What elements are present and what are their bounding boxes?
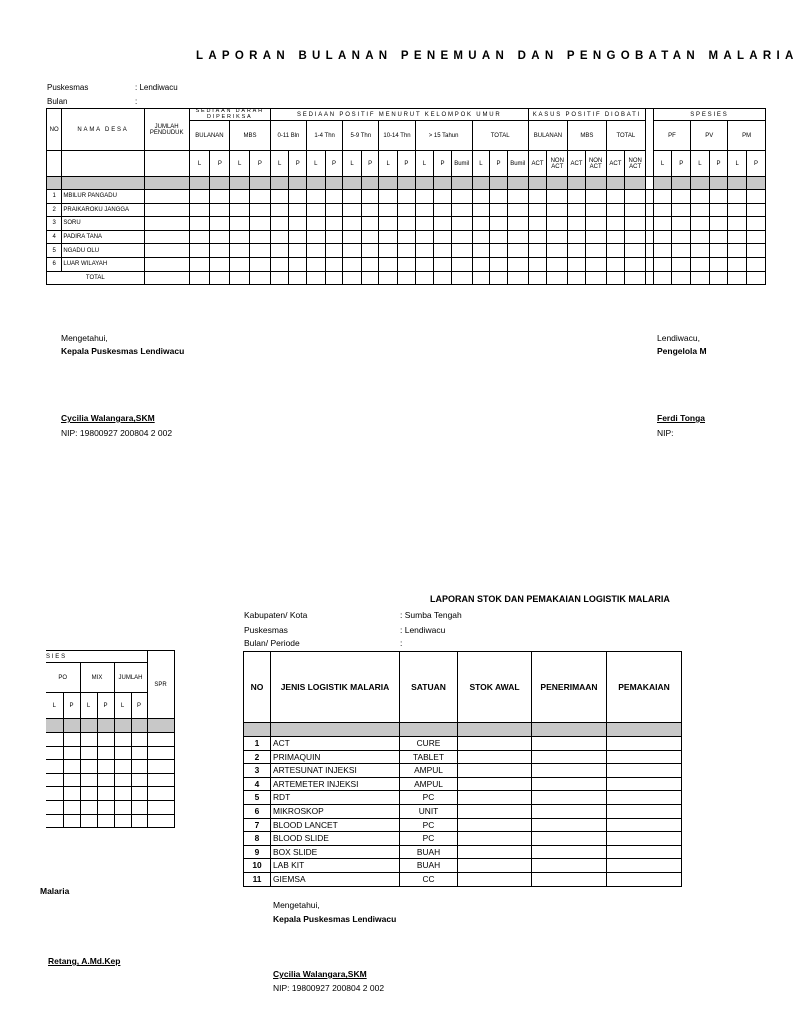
desa-name: SORU bbox=[62, 217, 144, 231]
puskesmas-value: : Lendiwacu bbox=[135, 83, 178, 92]
logistik-row bbox=[244, 804, 682, 818]
sub-p: P bbox=[289, 151, 307, 177]
sub-p: P bbox=[325, 151, 343, 177]
logistik-satuan: AMPUL bbox=[400, 777, 458, 791]
r2-col-pemakaian: PEMAKAIAN bbox=[607, 652, 682, 723]
r2-gray-row bbox=[244, 723, 682, 737]
species-spr: SPR bbox=[147, 651, 174, 719]
desa-row bbox=[47, 217, 766, 231]
logistik-jenis: ACT bbox=[271, 737, 400, 751]
col-age-total: TOTAL bbox=[472, 121, 528, 151]
r1-sig-left-nip: NIP: 19800927 200804 2 002 bbox=[61, 428, 173, 438]
species-sig-name: Retang, A.Md.Kep bbox=[48, 956, 121, 966]
logistik-satuan: CURE bbox=[400, 737, 458, 751]
desa-row bbox=[47, 203, 766, 217]
r1-gray-row bbox=[47, 177, 766, 190]
species-sig-title: Malaria bbox=[40, 886, 70, 896]
species-jumlah: JUMLAH bbox=[114, 663, 147, 693]
desa-name: LUAR WILAYAH bbox=[62, 257, 144, 271]
logistik-satuan: CC bbox=[400, 872, 458, 886]
col-pm: PM bbox=[728, 121, 766, 151]
col-sediaan-darah: SEDIAAN DARAH DIPERIKSA bbox=[189, 109, 270, 121]
col-age-10-14: 10-14 Thn bbox=[379, 121, 415, 151]
sub-l: L bbox=[653, 151, 672, 177]
puskesmas-label: Puskesmas bbox=[47, 83, 89, 92]
r1-sig-left-jabatan: Kepala Puskesmas Lendiwacu bbox=[61, 346, 185, 356]
logistik-jenis: MIKROSKOP bbox=[271, 804, 400, 818]
species-row bbox=[46, 787, 174, 801]
sub-act: ACT bbox=[606, 151, 625, 177]
logistik-jenis: PRIMAQUIN bbox=[271, 750, 400, 764]
col-kasus-bulanan: BULANAN bbox=[528, 121, 567, 151]
report1-table-wrap bbox=[46, 108, 758, 290]
logistik-no: 6 bbox=[244, 804, 271, 818]
sub-l: L bbox=[472, 151, 490, 177]
sub-p: P bbox=[434, 151, 452, 177]
species-gray-row bbox=[46, 719, 174, 733]
kabupaten-label: Kabupaten/ Kota bbox=[244, 610, 308, 620]
species-row bbox=[46, 733, 174, 747]
species-row bbox=[46, 800, 174, 814]
desa-no: 4 bbox=[47, 230, 62, 244]
r2-col-stok-awal: STOK AWAL bbox=[458, 652, 532, 723]
sub-l: L bbox=[691, 151, 710, 177]
r1-sig-right-tempat: Lendiwacu, bbox=[657, 333, 701, 343]
r2-sig-nama: Cycilia Walangara,SKM bbox=[273, 969, 367, 979]
bulan-label: Bulan bbox=[47, 97, 68, 106]
col-nama-desa: NAMA DESA bbox=[62, 109, 144, 151]
sub-l: L bbox=[728, 151, 747, 177]
logistik-no: 7 bbox=[244, 818, 271, 832]
species-row bbox=[46, 746, 174, 760]
r2-col-penerimaan: PENERIMAAN bbox=[532, 652, 607, 723]
r1-sig-right-nip: NIP: bbox=[657, 428, 674, 438]
species-sub-p: P bbox=[63, 693, 80, 719]
sub-p: P bbox=[249, 151, 270, 177]
species-fragment-wrap bbox=[46, 650, 174, 832]
logistik-jenis: BOX SLIDE bbox=[271, 845, 400, 859]
col-sediaan-positif: SEDIAAN POSITIF MENURUT KELOMPOK UMUR bbox=[270, 109, 528, 121]
logistik-no: 9 bbox=[244, 845, 271, 859]
sub-act: ACT bbox=[568, 151, 586, 177]
sub-non-act: NON ACT bbox=[625, 151, 646, 177]
logistik-row bbox=[244, 764, 682, 778]
r2-sig-mengetahui: Mengetahui, bbox=[273, 900, 320, 910]
species-sub-l: L bbox=[46, 693, 63, 719]
logistik-satuan: BUAH bbox=[400, 845, 458, 859]
col-darah-bulanan: BULANAN bbox=[189, 121, 230, 151]
sub-l: L bbox=[307, 151, 326, 177]
r2-sig-jabatan: Kepala Puskesmas Lendiwacu bbox=[273, 914, 397, 924]
desa-name: NGADU OLU bbox=[62, 244, 144, 258]
logistik-satuan: PC bbox=[400, 832, 458, 846]
species-sub-p: P bbox=[131, 693, 147, 719]
logistik-row bbox=[244, 872, 682, 886]
sub-bumil: Bumil bbox=[507, 151, 528, 177]
logistik-no: 1 bbox=[244, 737, 271, 751]
sub-l: L bbox=[379, 151, 398, 177]
sub-p: P bbox=[746, 151, 765, 177]
logistik-row bbox=[244, 832, 682, 846]
logistik-satuan: BUAH bbox=[400, 859, 458, 873]
r2-col-jenis: JENIS LOGISTIK MALARIA bbox=[271, 652, 400, 723]
report2-table bbox=[243, 651, 682, 887]
logistik-no: 3 bbox=[244, 764, 271, 778]
species-row bbox=[46, 773, 174, 787]
logistik-satuan: PC bbox=[400, 791, 458, 805]
species-header: SIES bbox=[46, 651, 147, 663]
sub-p: P bbox=[672, 151, 691, 177]
species-sub-l: L bbox=[80, 693, 97, 719]
desa-name: PADIRA TANA bbox=[62, 230, 144, 244]
logistik-satuan: TABLET bbox=[400, 750, 458, 764]
sub-p: P bbox=[709, 151, 728, 177]
col-kasus-positif: KASUS POSITIF DIOBATI bbox=[528, 109, 645, 121]
r2-col-satuan: SATUAN bbox=[400, 652, 458, 723]
total-label: TOTAL bbox=[47, 271, 145, 285]
logistik-row bbox=[244, 818, 682, 832]
r1-sig-right-nama: Ferdi Tonga bbox=[657, 413, 706, 423]
species-sub-l: L bbox=[114, 693, 131, 719]
logistik-row bbox=[244, 845, 682, 859]
col-darah-mbs: MBS bbox=[230, 121, 271, 151]
r2-puskesmas-value: : Lendiwacu bbox=[400, 625, 446, 635]
r1-sig-right-jabatan: Pengelola M bbox=[657, 346, 707, 356]
r1-sig-left-mengetahui: Mengetahui, bbox=[61, 333, 108, 343]
sub-p: P bbox=[361, 151, 379, 177]
species-po: PO bbox=[46, 663, 80, 693]
report1-table bbox=[46, 108, 766, 285]
col-age-0-11: 0-11 Bln bbox=[270, 121, 306, 151]
r2-col-no: NO bbox=[244, 652, 271, 723]
desa-name: PRAIKAROKU JANGGA bbox=[62, 203, 144, 217]
sub-p: P bbox=[490, 151, 508, 177]
logistik-satuan: PC bbox=[400, 818, 458, 832]
col-spesies: SPESIES bbox=[653, 109, 765, 121]
col-jumlah-penduduk: JUMLAH PENDUDUK bbox=[144, 109, 189, 151]
logistik-jenis: RDT bbox=[271, 791, 400, 805]
r1-sig-left-nama: Cycilia Walangara,SKM bbox=[61, 413, 155, 423]
desa-row bbox=[47, 244, 766, 258]
logistik-row bbox=[244, 777, 682, 791]
sub-non-act: NON ACT bbox=[547, 151, 568, 177]
kabupaten-value: : Sumba Tengah bbox=[400, 610, 462, 620]
report2-title: LAPORAN STOK DAN PEMAKAIAN LOGISTIK MALARIA bbox=[430, 594, 670, 604]
col-kasus-total: TOTAL bbox=[606, 121, 646, 151]
col-pf: PF bbox=[653, 121, 690, 151]
species-sub-p: P bbox=[97, 693, 114, 719]
logistik-row bbox=[244, 737, 682, 751]
col-age-5-9: 5-9 Thn bbox=[343, 121, 379, 151]
sub-p: P bbox=[398, 151, 416, 177]
logistik-no: 11 bbox=[244, 872, 271, 886]
species-mix: MIX bbox=[80, 663, 114, 693]
report1-title: LAPORAN BULANAN PENEMUAN DAN PENGOBATAN MALARIA bbox=[196, 50, 799, 62]
sub-p: P bbox=[210, 151, 230, 177]
sub-l: L bbox=[343, 151, 362, 177]
logistik-satuan: UNIT bbox=[400, 804, 458, 818]
periode-label: Bulan/ Periode bbox=[244, 638, 300, 648]
col-no: NO bbox=[47, 109, 62, 151]
logistik-no: 5 bbox=[244, 791, 271, 805]
logistik-satuan: AMPUL bbox=[400, 764, 458, 778]
desa-no: 6 bbox=[47, 257, 62, 271]
sub-l: L bbox=[270, 151, 289, 177]
logistik-jenis: LAB KIT bbox=[271, 859, 400, 873]
desa-row bbox=[47, 230, 766, 244]
sub-l: L bbox=[415, 151, 434, 177]
logistik-jenis: ARTEMETER INJEKSI bbox=[271, 777, 400, 791]
desa-name: MBILUR PANGADU bbox=[62, 190, 144, 204]
sub-l: L bbox=[189, 151, 210, 177]
desa-no: 1 bbox=[47, 190, 62, 204]
logistik-jenis: ARTESUNAT INJEKSI bbox=[271, 764, 400, 778]
logistik-jenis: BLOOD SLIDE bbox=[271, 832, 400, 846]
col-age-1-4: 1-4 Thn bbox=[307, 121, 343, 151]
desa-row bbox=[47, 257, 766, 271]
desa-no: 2 bbox=[47, 203, 62, 217]
spacer-col bbox=[646, 109, 654, 177]
sub-bumil: Bumil bbox=[451, 151, 472, 177]
logistik-no: 2 bbox=[244, 750, 271, 764]
desa-no: 3 bbox=[47, 217, 62, 231]
r2-puskesmas-label: Puskesmas bbox=[244, 625, 288, 635]
logistik-row bbox=[244, 859, 682, 873]
logistik-no: 8 bbox=[244, 832, 271, 846]
bulan-value: : bbox=[135, 97, 138, 106]
logistik-row bbox=[244, 750, 682, 764]
logistik-no: 4 bbox=[244, 777, 271, 791]
desa-no: 5 bbox=[47, 244, 62, 258]
col-kasus-mbs: MBS bbox=[568, 121, 606, 151]
logistik-no: 10 bbox=[244, 859, 271, 873]
logistik-jenis: GIEMSA bbox=[271, 872, 400, 886]
total-row bbox=[47, 271, 766, 285]
col-age-15: > 15 Tahun bbox=[415, 121, 472, 151]
species-row bbox=[46, 814, 174, 828]
col-pv: PV bbox=[691, 121, 728, 151]
desa-row bbox=[47, 190, 766, 204]
periode-value: : bbox=[400, 638, 403, 648]
sub-non-act: NON ACT bbox=[585, 151, 606, 177]
sub-l: L bbox=[230, 151, 250, 177]
species-row bbox=[46, 760, 174, 774]
logistik-row bbox=[244, 791, 682, 805]
r2-sig-nip: NIP: 19800927 200804 2 002 bbox=[273, 983, 385, 993]
species-fragment-table bbox=[46, 650, 175, 828]
sub-act: ACT bbox=[528, 151, 547, 177]
logistik-jenis: BLOOD LANCET bbox=[271, 818, 400, 832]
